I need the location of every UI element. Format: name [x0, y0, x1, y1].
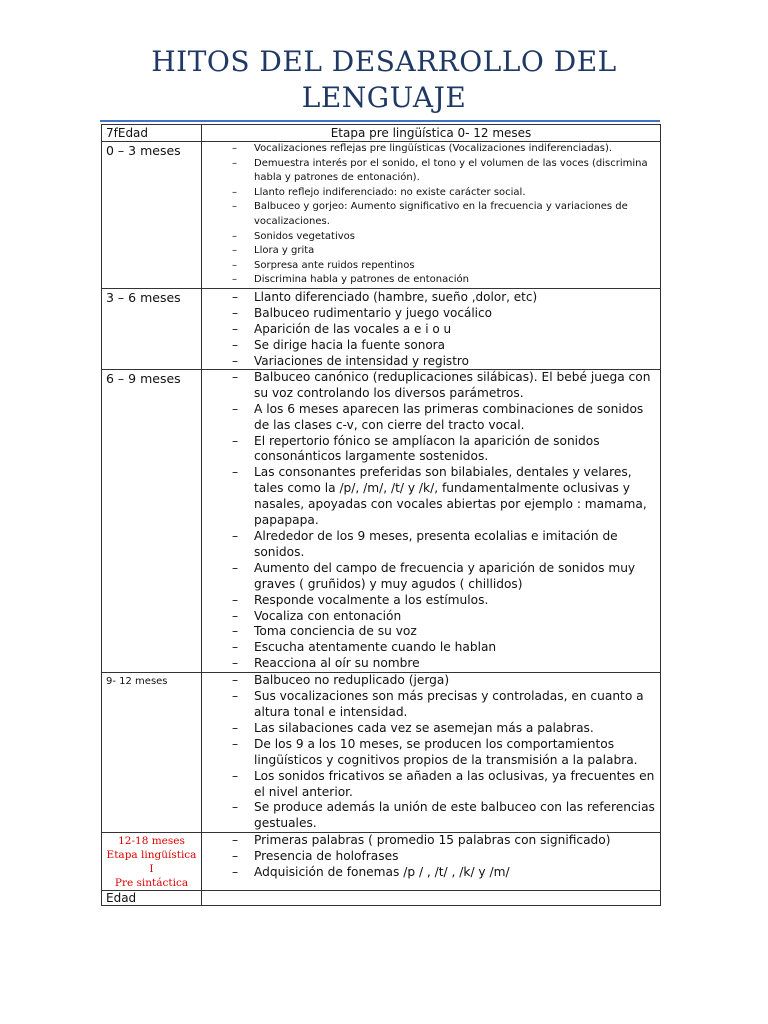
list-item: – Llora y grita: [206, 244, 656, 259]
list-item: – Presencia de holofrases: [206, 849, 656, 865]
milestone-list: [206, 833, 656, 881]
list-item: – Balbuceo rudimentario y juego vocálico: [206, 305, 656, 321]
list-item: – Responde vocalmente a los estímulos.: [206, 593, 656, 609]
age-cell: 3 – 6 meses: [102, 288, 202, 369]
list-item: – Alrededor de los 9 meses, presenta ecolalias e imitación de sonidos.: [206, 529, 656, 561]
stage-sublabel: Pre sintáctica: [114, 877, 189, 890]
list-item: – Sonidos vegetativos: [206, 230, 656, 245]
age-cell: 9- 12 meses: [102, 673, 202, 833]
table-row: [102, 369, 661, 672]
list-item: – Balbuceo no reduplicado (jerga): [206, 673, 656, 689]
document-title: [0, 44, 768, 116]
list-item: – Vocalizaciones reflejas pre lingüísticas (Vocalizaciones indiferenciadas).: [206, 142, 656, 157]
list-item: – Reacciona al oír su nombre: [206, 656, 656, 672]
list-item: – Aparición de las vocales a e i o u: [206, 321, 656, 337]
table-row: [102, 142, 661, 289]
age-cell: 6 – 9 meses: [102, 369, 202, 672]
list-item: – Los sonidos fricativos se añaden a las oclusivas, ya frecuentes en el nivel anterior.: [206, 769, 656, 801]
table-row: [102, 833, 661, 891]
list-item: – De los 9 a los 10 meses, se producen los comportamientos lingüísticos y cognitivos propios de la transmisión a la palabra.: [206, 737, 656, 769]
stage-label: Etapa lingüística I: [106, 849, 197, 876]
milestones-cell: [202, 673, 661, 833]
list-item: – Llanto reflejo indiferenciado: no existe carácter social.: [206, 186, 656, 201]
list-item: – Las consonantes preferidas son bilabiales, dentales y velares, tales como la /p/, /m/, /t/ y /k/, fundamentalmente oclusivas y nasales, apoyadas con vocales abiertas por ejemplo : mamama, papapapa.: [206, 465, 656, 529]
list-item: – Toma conciencia de su voz: [206, 624, 656, 640]
milestones-cell: [202, 833, 661, 891]
milestone-list: [206, 370, 656, 672]
table-header-row: [102, 125, 661, 142]
list-item: – Se produce además la unión de este balbuceo con las referencias gestuales.: [206, 800, 656, 832]
title-line-1: HITOS DEL DESARROLLO DEL: [151, 45, 617, 78]
milestones-cell: [202, 288, 661, 369]
list-item: – Sorpresa ante ruidos repentinos: [206, 259, 656, 274]
age-range-label: 12-18 meses: [118, 835, 185, 848]
footer-empty-cell: [202, 891, 661, 906]
milestone-list: [206, 673, 656, 832]
header-age-cell: 7fEdad: [102, 125, 202, 142]
list-item: – Balbuceo canónico (reduplicaciones silábicas). El bebé juega con su voz controlando los diversos parámetros.: [206, 370, 656, 402]
list-item: – Demuestra interés por el sonido, el tono y el volumen de las voces (discrimina habla y patrones de entonación).: [206, 157, 656, 186]
list-item: – A los 6 meses aparecen las primeras combinaciones de sonidos de las clases c-v, con cierre del tracto vocal.: [206, 402, 656, 434]
list-item: – Primeras palabras ( promedio 15 palabras con significado): [206, 833, 656, 849]
list-item: – Vocaliza con entonación: [206, 609, 656, 625]
table-footer-row: [102, 891, 661, 906]
list-item: – Aumento del campo de frecuencia y aparición de sonidos muy graves ( gruñidos) y muy agudos ( chillidos): [206, 561, 656, 593]
milestones-cell: [202, 369, 661, 672]
list-item: – Llanto diferenciado (hambre, sueño ,dolor, etc): [206, 289, 656, 305]
list-item: – El repertorio fónico se amplíacon la aparición de sonidos consonánticos largamente sostenidos.: [206, 434, 656, 466]
list-item: – Balbuceo y gorjeo: Aumento significativo en la frecuencia y variaciones de vocalizaciones.: [206, 200, 656, 229]
list-item: – Escucha atentamente cuando le hablan: [206, 640, 656, 656]
milestone-list: [206, 289, 656, 369]
list-item: – Se dirige hacia la fuente sonora: [206, 337, 656, 353]
header-stage-cell: Etapa pre lingüística 0- 12 meses: [202, 125, 661, 142]
footer-age-cell: Edad: [102, 891, 202, 906]
table-row: [102, 673, 661, 833]
list-item: – Las silabaciones cada vez se asemejan más a palabras.: [206, 721, 656, 737]
title-line-2: LENGUAJE: [301, 81, 467, 114]
age-cell-linguistic-stage: [102, 833, 202, 891]
list-item: – Variaciones de intensidad y registro: [206, 353, 656, 369]
milestones-table: [101, 124, 661, 906]
milestone-list: [206, 142, 656, 288]
list-item: – Sus vocalizaciones son más precisas y controladas, en cuanto a altura tonal e intensidad.: [206, 689, 656, 721]
list-item: – Discrimina habla y patrones de entonación: [206, 273, 656, 288]
table-row: [102, 288, 661, 369]
title-underline: [100, 120, 660, 122]
list-item: – Adquisición de fonemas /p / , /t/ , /k/ y /m/: [206, 865, 656, 881]
age-cell: 0 – 3 meses: [102, 142, 202, 289]
milestones-cell: [202, 142, 661, 289]
